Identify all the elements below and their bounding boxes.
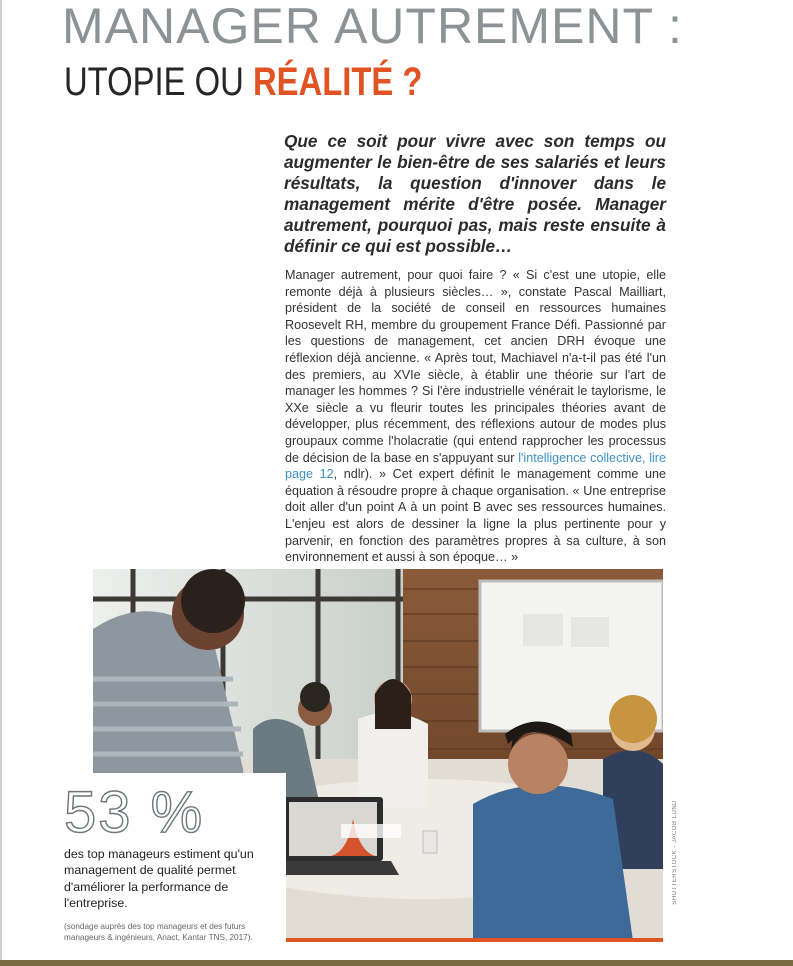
- stat-source: (sondage auprès des top manageurs et des futurs manageurs & ingénieurs, Anact, Kantar TNS, 2017).: [64, 922, 253, 942]
- article-text-part2: , ndlr). » Cet expert définit le management comme une équation à résoudre propre à chaque organisation. « Une entreprise doit aller d'un point A à un point B avec ses ressources humaines. L'enjeu est alors de dessiner la ligne la plus pertinente pour y parvenir, en fonction des paramètres propres à sa culture, à son environnement et aussi à son époque… »: [285, 467, 666, 565]
- subtitle-plain: UTOPIE OU: [64, 60, 253, 104]
- stat-number: 53 %: [64, 780, 205, 845]
- page-bottom-bar: [0, 960, 793, 966]
- cross-reference-link[interactable]: l'intelligence collective, lire page 12: [285, 450, 666, 482]
- article-lead: Que ce soit pour vivre avec son temps ou augmenter le bien-être de ses salariés et leurs résultats, la question d'innover dans le management mérite d'être posée. Manager autrement, pourquoi pas, mais reste ensuite à définir ce qui est possible…: [284, 131, 666, 256]
- photo-credit: SHUTTERSTOCK - JACOB LUND: [672, 800, 678, 905]
- article-text-part1: Manager autrement, pour quoi faire ? « Si c'est une utopie, elle remonte déjà à plusieurs siècles… », constate Pascal Mailliart, président de la société de conseil en ressources humaines Roosevelt RH, membre du groupement France Défi. Passionné par les questions de management, cet ancien DRH évoque une réflexion déjà ancienne. « Après tout, Machiavel n'a-t-il pas été l'un des premiers, au XVIe siècle, à établir une théorie sur l'art de manager les hommes ? Si l'ère industrielle vénérait le taylorisme, le XXe siècle a vu fleurir toutes les principales théories avant de développer, plus récemment, des réflexions autour de modes plus groupaux comme l'holacratie (qui entend rapprocher les processus de décision de la base en s'appuyant sur: [285, 268, 666, 465]
- article-body: [285, 267, 666, 566]
- stat-description: des top manageurs estiment qu'un management de qualité permet d'améliorer la performance de l'entreprise.: [64, 847, 254, 911]
- page-edge-rule: [0, 0, 2, 966]
- photo-accent-line: [285, 938, 663, 942]
- subtitle-accent: RÉALITÉ ?: [252, 60, 423, 104]
- page-title: MANAGER AUTREMENT :: [62, 0, 683, 54]
- page-subtitle: [64, 60, 422, 104]
